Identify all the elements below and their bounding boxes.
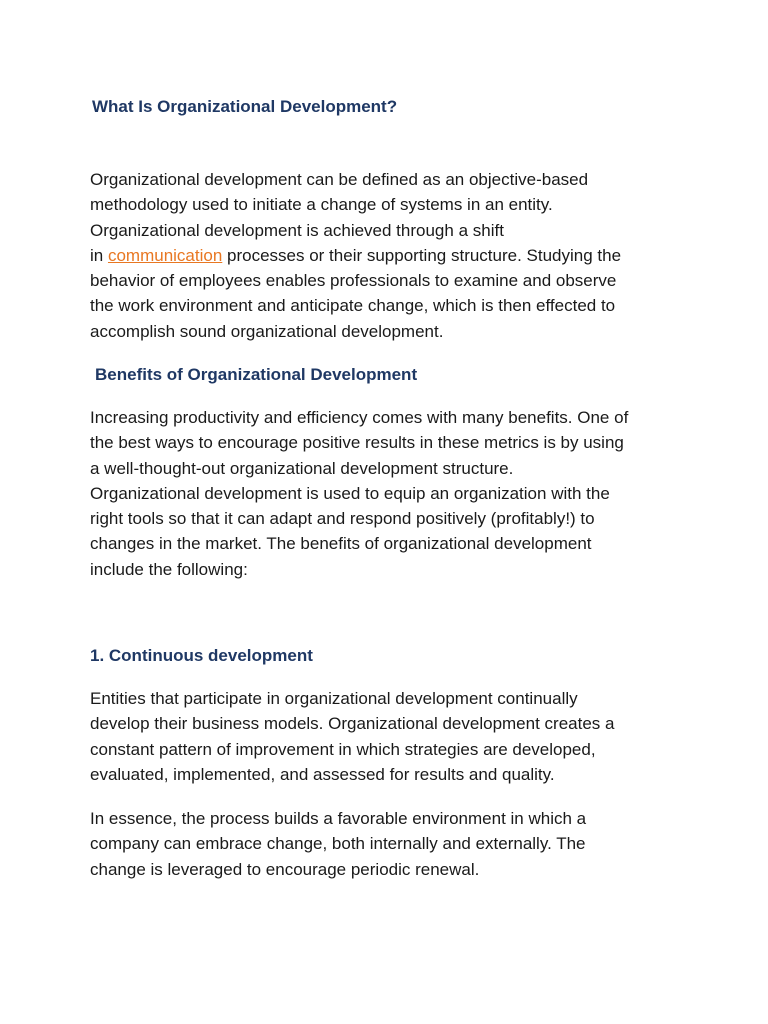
text-line: methodology used to initiate a change of systems in an entity. [90,195,553,215]
text-line: include the following: [90,559,248,579]
heading-what-is-od: What Is Organizational Development? [92,97,398,116]
text-line: a well-thought-out organizational development structure. [90,458,514,478]
intro-paragraph [90,167,690,344]
text-line: accomplish sound organizational development. [90,321,444,341]
text-line: develop their business models. Organizational development creates a [90,714,615,734]
text-line: Organizational development is achieved through a shift [90,220,504,240]
text-line: company can embrace change, both internally and externally. The [90,834,586,854]
text-line: the work environment and anticipate change, which is then effected to [90,296,616,316]
heading-benefits: Benefits of Organizational Development [95,365,418,384]
text-line: behavior of employees enables professionals to examine and observe [90,271,617,291]
continuous-paragraph-2 [90,806,690,882]
text-line: the best ways to encourage positive results in these metrics is by using [90,433,624,453]
communication-link[interactable]: communication [107,245,223,265]
text-line [90,243,690,268]
text-line: changes in the market. The benefits of organizational development [90,534,592,554]
text-line: Increasing productivity and efficiency comes with many benefits. One of [90,408,629,427]
heading-continuous-development: 1. Continuous development [90,646,313,665]
text-line: Organizational development is used to equip an organization with the [90,483,610,503]
text-line: right tools so that it can adapt and respond positively (profitably!) to [90,509,595,529]
text-line: Entities that participate in organizational development continually [90,689,578,708]
text-fragment: in [90,245,108,265]
text-line: constant pattern of improvement in which strategies are developed, [90,739,596,759]
text-line: change is leveraged to encourage periodic renewal. [90,859,480,879]
benefits-intro-paragraph [90,405,690,582]
text-line: In essence, the process builds a favorable environment in which a [90,809,587,828]
text-line: evaluated, implemented, and assessed for results and quality. [90,764,555,784]
text-line: Organizational development can be defined as an objective-based [90,170,589,189]
text-fragment: processes or their supporting structure. Studying the [222,245,622,265]
continuous-paragraph-1 [90,686,690,787]
